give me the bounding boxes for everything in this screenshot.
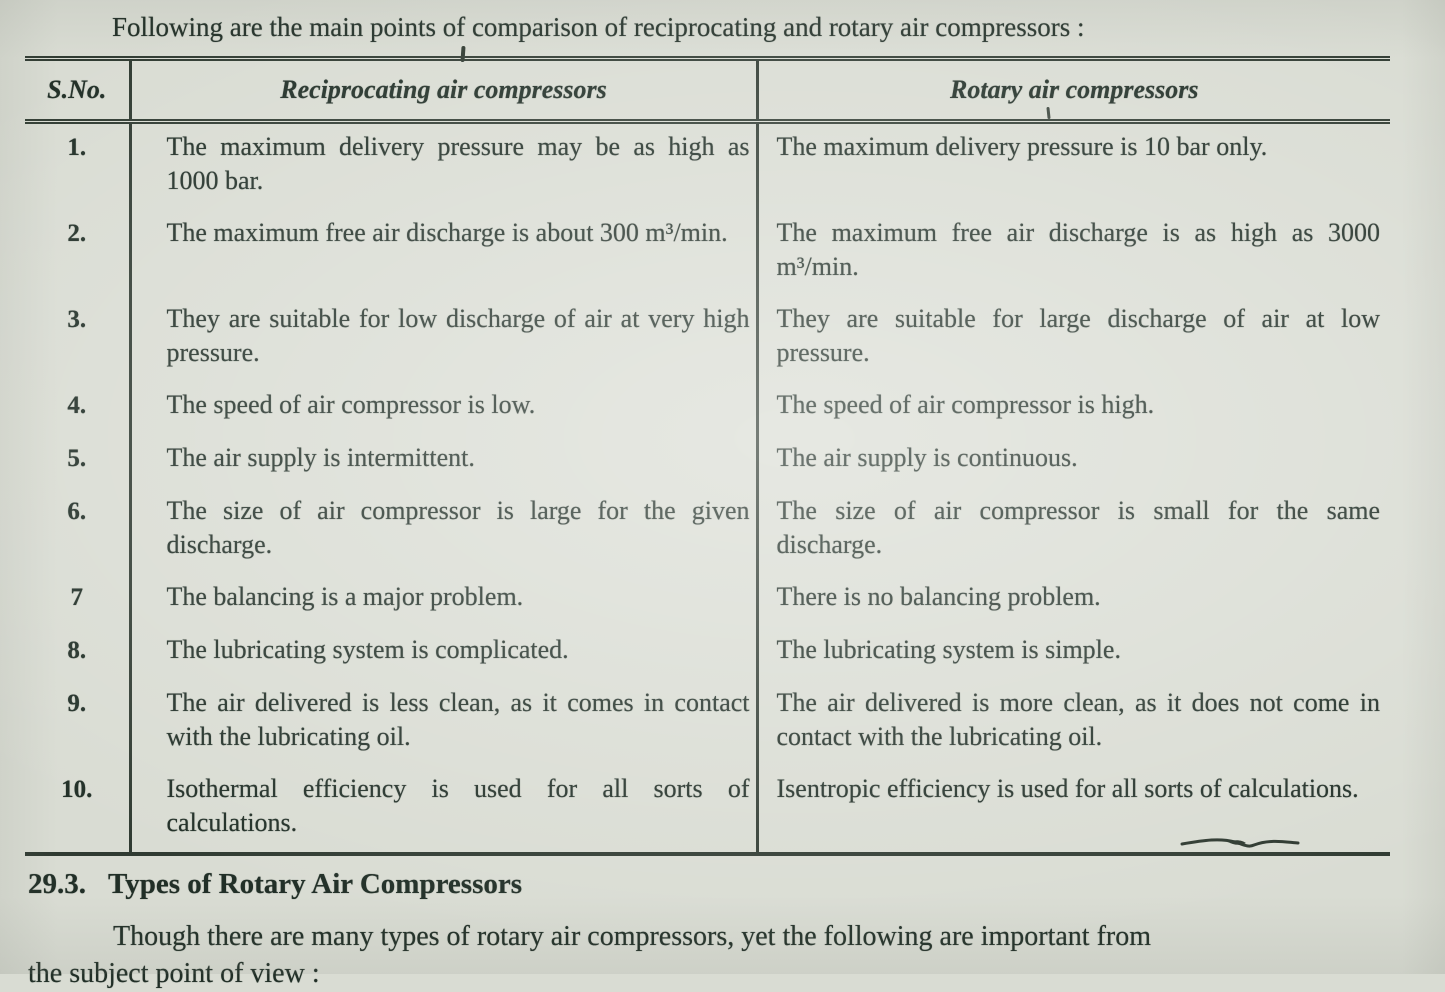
sno-cell: 10. [25, 766, 130, 854]
sno-cell: 8. [25, 627, 130, 680]
rotary-cell: The size of air compressor is small for the same discharge. [776, 496, 1380, 559]
reciprocating-cell: The air delivered is less clean, as it comes in contact with the lubricating oil. [130, 680, 757, 766]
sno-cell: 5. [25, 435, 130, 488]
table-row [25, 574, 1390, 627]
closing-paragraph-line2: the subject point of view : [28, 958, 320, 989]
reciprocating-cell: The balancing is a major problem. [130, 574, 757, 627]
sno-cell: 2. [25, 210, 130, 296]
reciprocating-cell: The maximum free air discharge is about 300 m³/min. [130, 210, 757, 296]
reciprocating-cell: The speed of air compressor is low. [130, 382, 757, 435]
closing-paragraph [28, 918, 1408, 992]
table-row [25, 488, 1390, 574]
table-header-row [25, 59, 1390, 122]
table-row [25, 296, 1390, 382]
section-title: Types of Rotary Air Compressors [108, 868, 523, 900]
sno-cell: 7 [25, 574, 130, 627]
reciprocating-cell: The lubricating system is complicated. [130, 627, 757, 680]
reciprocating-cell: The maximum delivery pressure may be as high as 1000 bar. [130, 122, 757, 211]
table-row [25, 680, 1390, 766]
table-row [25, 627, 1390, 680]
rotary-cell: The maximum delivery pressure is 10 bar only. [776, 132, 1268, 161]
section-heading [28, 866, 522, 902]
table-row [25, 435, 1390, 488]
rotary-cell: Isentropic efficiency is used for all sorts of calculations. [776, 774, 1359, 803]
rotary-cell: The air delivered is more clean, as it does not come in contact with the lubricating oil. [776, 688, 1380, 751]
sno-cell: 4. [25, 382, 130, 435]
table-row [25, 382, 1390, 435]
rotary-cell: The maximum free air discharge is as high as 3000 m³/min. [776, 218, 1380, 281]
comparison-table [25, 56, 1390, 856]
reciprocating-cell: The size of air compressor is large for the given discharge. [130, 488, 757, 574]
sno-cell: 1. [25, 122, 130, 211]
section-number: 29.3. [28, 868, 86, 900]
rotary-cell: The speed of air compressor is high. [776, 390, 1155, 419]
header-reciprocating: Reciprocating air compressors [130, 59, 757, 122]
sno-cell: 9. [25, 680, 130, 766]
closing-paragraph-line1: Though there are many types of rotary air compressors, yet the following are important from [113, 921, 1152, 952]
intro-sentence: Following are the main points of comparison of reciprocating and rotary air compressors : [112, 12, 1085, 42]
reciprocating-cell: They are suitable for low discharge of air at very high pressure. [130, 296, 757, 382]
scan-artifact-swoosh [1180, 836, 1300, 850]
header-rotary: Rotary air compressors [757, 59, 1390, 122]
table-row [25, 122, 1390, 211]
table-row [25, 210, 1390, 296]
sno-cell: 6. [25, 488, 130, 574]
reciprocating-cell: Isothermal efficiency is used for all sorts of calculations. [130, 766, 757, 854]
sno-cell: 3. [25, 296, 130, 382]
rotary-cell: The lubricating system is simple. [776, 635, 1121, 664]
rotary-cell: They are suitable for large discharge of air at low pressure. [776, 304, 1380, 367]
rotary-cell: There is no balancing problem. [776, 582, 1101, 611]
reciprocating-cell: The air supply is intermittent. [130, 435, 757, 488]
header-sno: S.No. [25, 59, 130, 122]
rotary-cell: The air supply is continuous. [776, 443, 1078, 472]
